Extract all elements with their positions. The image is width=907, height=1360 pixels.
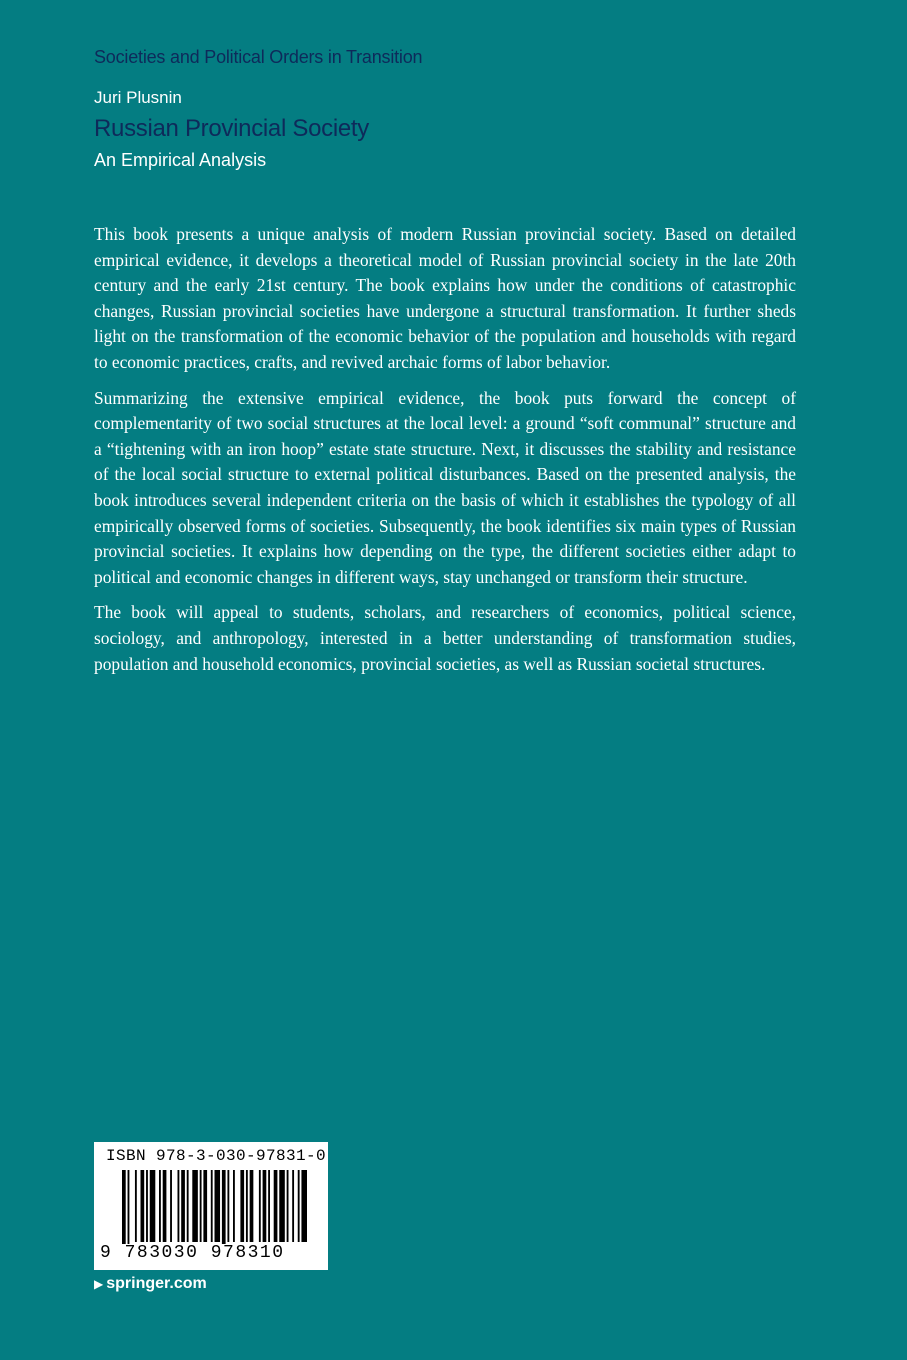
barcode-bar <box>135 1170 137 1242</box>
triangle-right-icon: ▶ <box>94 1277 104 1291</box>
barcode-box <box>94 1142 328 1270</box>
barcode-bar <box>259 1170 261 1242</box>
barcode-bar <box>263 1170 267 1242</box>
barcode-bar <box>141 1170 145 1242</box>
blurb-paragraph-2: Summarizing the extensive empirical evidence, the book puts forward the concept of complementarity of two social structures at the local level: a ground “soft communal” structure and a “tightening with an iron hoop” estate state structure. Next, it discusses the stability and resistance of the local social structure to external political disturbances. Based on the presented analysis, the book introduces several independent criteria on the basis of which it establishes the typology of all empirically observed forms of societies. Subsequently, the book identifies six main types of Russian provincial societies. It explains how depending on the type, the different societies either adapt to political and economic changes in different ways, stay unchanged or transform their structure. <box>94 387 796 587</box>
barcode-bar <box>268 1170 270 1242</box>
barcode-bar <box>227 1170 229 1242</box>
barcode-bar <box>170 1170 172 1242</box>
barcode-bar <box>240 1170 244 1242</box>
barcode-bar <box>233 1170 235 1242</box>
blurb-paragraph-1: This book presents a unique analysis of modern Russian provincial society. Based on detailed empirical evidence, it develops a theoretical model of Russian provincial society in the late 20th century and the early 21st century. The book explains how under the conditions of catastrophic changes, Russian provincial societies have undergone a structural transformation. It further sheds light on the transformation of the economic behavior of the population and households with regard to economic practices, crafts, and revived archaic forms of labor behavior. <box>94 224 796 372</box>
book-subtitle: An Empirical Analysis <box>94 150 267 170</box>
barcode-bar <box>146 1170 148 1242</box>
barcode-bar <box>292 1170 294 1242</box>
barcode-bar <box>128 1170 130 1244</box>
barcode-bar <box>163 1170 167 1242</box>
barcode-bar <box>301 1170 307 1242</box>
barcode-bar <box>200 1170 202 1242</box>
book-title: Russian Provincial Society <box>94 115 369 142</box>
barcode-bar <box>187 1170 189 1242</box>
barcode-bar <box>192 1170 198 1242</box>
author-name: Juri Plusnin <box>94 88 182 107</box>
springer-website: springer.com <box>106 1275 207 1292</box>
barcode-bar <box>222 1170 226 1244</box>
isbn-label: ISBN 978-3-030-97831-0 <box>106 1147 327 1165</box>
springer-link[interactable] <box>94 1275 207 1293</box>
barcode-bar <box>150 1170 156 1242</box>
barcode-image <box>94 1170 328 1244</box>
barcode-bar <box>122 1170 126 1244</box>
barcode-digits: 9 783030 978310 <box>100 1243 285 1263</box>
barcode-bar <box>215 1170 221 1242</box>
blurb-paragraph-3: The book will appeal to students, scholars, and researchers of economics, political science, sociology, and anthropology, interested in a better understanding of transformation studies, population and household economics, provincial societies, as well as Russian societal structures. <box>94 602 796 674</box>
barcode-bar <box>211 1170 213 1242</box>
barcode-bar <box>178 1170 180 1242</box>
barcode-bar <box>159 1170 161 1242</box>
barcode-bar <box>287 1170 289 1242</box>
barcode-bar <box>274 1170 278 1242</box>
barcode-bar <box>279 1170 285 1242</box>
series-title: Societies and Political Orders in Transition <box>94 47 423 67</box>
barcode-bar <box>203 1170 207 1242</box>
barcode-bar <box>181 1170 185 1242</box>
blurb <box>94 222 796 687</box>
barcode-bar <box>246 1170 248 1242</box>
barcode-bar <box>250 1170 254 1242</box>
barcode-bar <box>298 1170 300 1242</box>
